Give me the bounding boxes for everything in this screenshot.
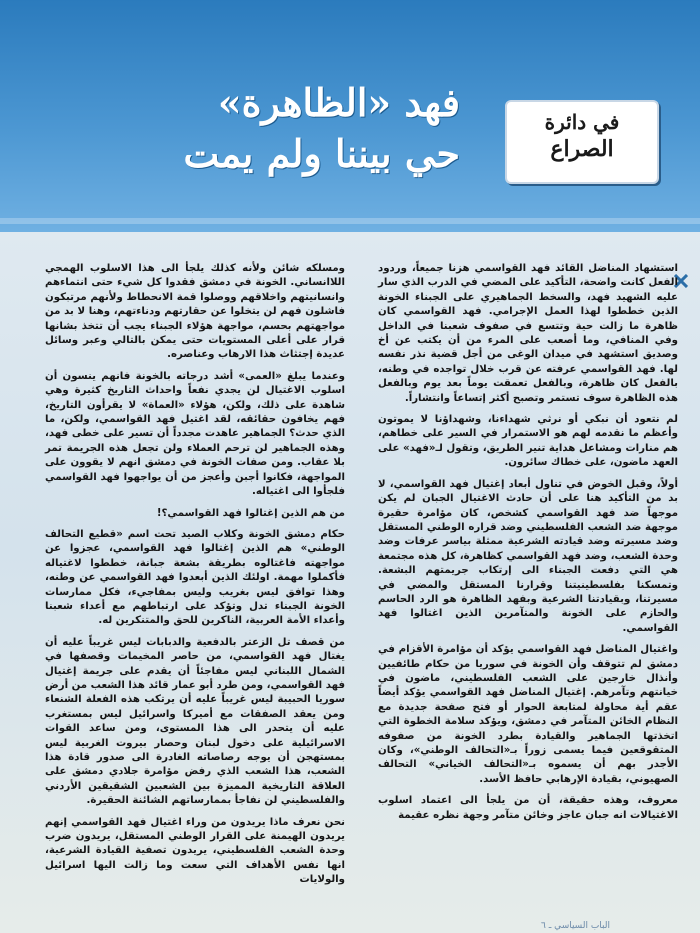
- paragraph: لم نتعود أن نبكي أو نرثي شهداءنا، وشهداؤنا لا يموتون وأعظم ما نقدمه لهم هو الاستمرار في السير على خطاهم، هم منارات ومشاعل هداية تنير الطريق، وتقول لـ«فهد» على العهد ماضون، على خطاك سائرون.: [378, 414, 678, 469]
- paragraph: من قصف تل الزعتر بالدفعية والدبابات ليس غريباً عليه أن يغتال فهد القواسمي، من حاصر المخيمات وقصفها في الشمال اللبناني ليس مفاجئاً أن يقدم على جريمة إغتيال فهد القواسمي، ومن طرد أبو عمار قائد هذا الشعب من أرض سوريا الحبيبة ليس غريباً عليه أن يرتكب هذه الفعلة الشنعاء ومن يعقد الصفقات مع أميركا واسرائيل ليس بمستغرب عليه أن يتحدر الى هذا المستوى، ومن ساعد القوات الاسرائيلية على دخول لبنان وحصار بيروت الغربية ليس بمستهجن أن يوجه رصاصاته الغادرة الى صدور قادة هذا الشعب، هذا الشعب الذي رفض مؤامرة جلادي دمشق على العلاقة التاريخية المميزة بين الشعبين الشقيقين الأردني والفلسطيني لن نفاجأ بممارساتهم الشائنة الحقيرة.: [45, 636, 345, 807]
- paragraph: حكام دمشق الخونة وكلاب الصيد تحت اسم «قطيع التحالف الوطني» هم الذين إغتالوا فهد القواسمي، عجزوا عن مواجهته فاغتالوه بطريقة بشعة جبانة، خططوا لاغتياله فأكملوا مهمة. اولئك الذين أبعدوا فهد القواسمي عن وطنه، وهذا توافق ليس بغريب وليس بمفاجيء، فكل ممارسات الخونة الجبناء تدل وتؤكد على ارتباطهم مع أعداء شعبنا وأعداء الأمة العربية، الناكرين للحق والمتنكرين له.: [45, 528, 345, 627]
- section-badge-line1: في دائرة: [544, 110, 620, 134]
- headline: [40, 78, 460, 198]
- footer-text: الباب السياسي ـ ٦: [540, 921, 610, 931]
- header-stripe: [0, 218, 700, 224]
- paragraph: وعندما يبلغ «العمى» أشد درجاته بالخونة فانهم ينسون أن اسلوب الاغتيال لن يجدي نفعاً واحداث التاريخ كثيرة وهي شاهدة على ذلك، ولكن، هؤلاء «العماة» لا يقرأون التاريخ، فهم يخافون حقائقه، لقد اغتيل فهد القواسمي، ولكن، ما الذي حدث؟ الجماهير عاهدت مجدداً أن تسير على خطى فهد، وهذه الجماهير لن ترحم العملاء ولن تجعل هذه الجريمة تمر بلا عقاب. ومن صفات الخونة في دمشق انهم لا يقوون على المواجهة، فكانوا أجبن وأعجز من أن يواجهوا فهد القواسمي فلجأوا الى اغتياله.: [45, 370, 345, 498]
- paragraph: استشهاد المناضل القائد فهد القواسمي هزنا جميعاً، وردود الفعل كانت واضحة، التأكيد على المضي في الدرب الذي سار عليه الشهيد فهد، والسخط الجماهيري على الجبناء الخونة الذين خططوا لهذا العمل الإجرامي. فهد القواسمي كان ظاهرة ما زالت حية وتتسع في صفوف شعبنا في الداخل وفي المنافي، وما أصعب على المرء من أن يكتب عن أخ وصديق استشهد في ميدان الوغى من أجل قضية نذر نفسه لها. فهد القواسمي عرفته عن قرب خلال تواجده في وطنه، بالفعل كان ظاهرة، وبالفعل تعمقت يوماً بعد يوم وبالفعل هذه الظاهرة سوف تستمر وتصبح أكثر إتساعاً وانتشاراً.: [378, 263, 678, 404]
- subheading: من هم الذين إغتالوا فهد القواسمي؟!: [156, 507, 345, 519]
- paragraph: معروف، وهذه حقيقة، أن من يلجأ الى اعتماد اسلوب الاغتيالات انه جبان عاجز وخائن متآمر وجهة نظره عقيمة: [378, 795, 678, 821]
- header-banner: [0, 0, 700, 232]
- article-column-left: [45, 262, 345, 895]
- section-badge-line2: الصراع: [550, 136, 614, 162]
- headline-line2: حي بيننا ولم يمت: [183, 131, 460, 176]
- section-badge: [505, 100, 659, 184]
- paragraph: نحن نعرف ماذا يريدون من وراء اغتيال فهد القواسمي إنهم يريدون الهيمنة على القرار الوطني المستقل، يريدون ضرب وحدة الشعب الفلسطيني، يريدون تصفية القيادة الشرعية، انها نفس الأهداف التي سعت وما زالت اليها اسرائيل والولايات: [45, 816, 345, 886]
- paragraph: ومسلكه شائن ولأنه كذلك يلجأ الى هذا الاسلوب الهمجي اللاانساني. الخونة في دمشق فقدوا كل شيء حتى انتماءهم وانسانيتهم واخلاقهم ووصلوا قمة الانحطاط ولأنهم مرتبكون فاشلون فهم لن يتخلوا عن حقارتهم ودناءتهم، وهنا لا بد من مواجهتهم بحسم، مواجهة هؤلاء الجبناء يجب أن تتخذ بشانها قرار على أعلى المستويات حتى يمكن بالتالي وعبر وسائل عديدة إجتثاث هذا الارهاب وعناصره.: [45, 263, 345, 361]
- article-column-right: [378, 262, 678, 830]
- paragraph: أولاً، وقبل الخوض في تناول أبعاد إغتيال فهد القواسمي، لا بد من التأكيد هنا على أن حادث الاغتيال الجبان لم يكن موجهاً ضد فهد القواسمي كشخص، كان مؤامرة حقيرة موجهة ضد الشعب الفلسطيني وضد قراره الوطني المستقل وضد مسيرته وضد قيادته الشرعية ممثلة بياسر عرفات وضد وحدة الشعب، وضد فهد القواسمي كظاهرة، كل هذه مجتمعة هي التي دفعت الجبناء الى إرتكاب جريمتهم البشعة. وتمسكنا بفلسطينيتنا وقرارنا المستقل والمضي في مسيرتنا، وبقيادتنا الشرعية وبفهد الظاهرة هو الرد الحاسم والحازم على الخونة والمتآمرين الذين اغتالوا فهد القواسمي.: [378, 478, 678, 634]
- page-footer: [0, 915, 700, 933]
- headline-line1: فهد «الظاهرة»: [217, 80, 460, 125]
- paragraph: واغتيال المناضل فهد القواسمي يؤكد أن مؤامرة الأقزام في دمشق لم تتوقف وأن الخونة في سوريا من حكام طائفيين وأنذال خارجين على الشعب الفلسطيني، ماضون في خيانتهم وتآمرهم. إغتيال المناضل فهد القواسمي يؤكد أيضاً عقم أية محاولة لمتابعة الحوار أو فتح صفحة جديدة مع النظام الخائن المتآمر في دمشق، ويؤكد سلامة الخطوة التي اتخذتها الجماهير والقيادة بطرد الخونة من صفوفه المتقوقعين فيما يسمى زوراً بـ«التحالف الوطني»، وكان الأجدر بهم أن يسموه بـ«التحالف الخياني» التحالف الصهيوني، بقيادة الإرهابي حافظ الأسد.: [378, 644, 678, 785]
